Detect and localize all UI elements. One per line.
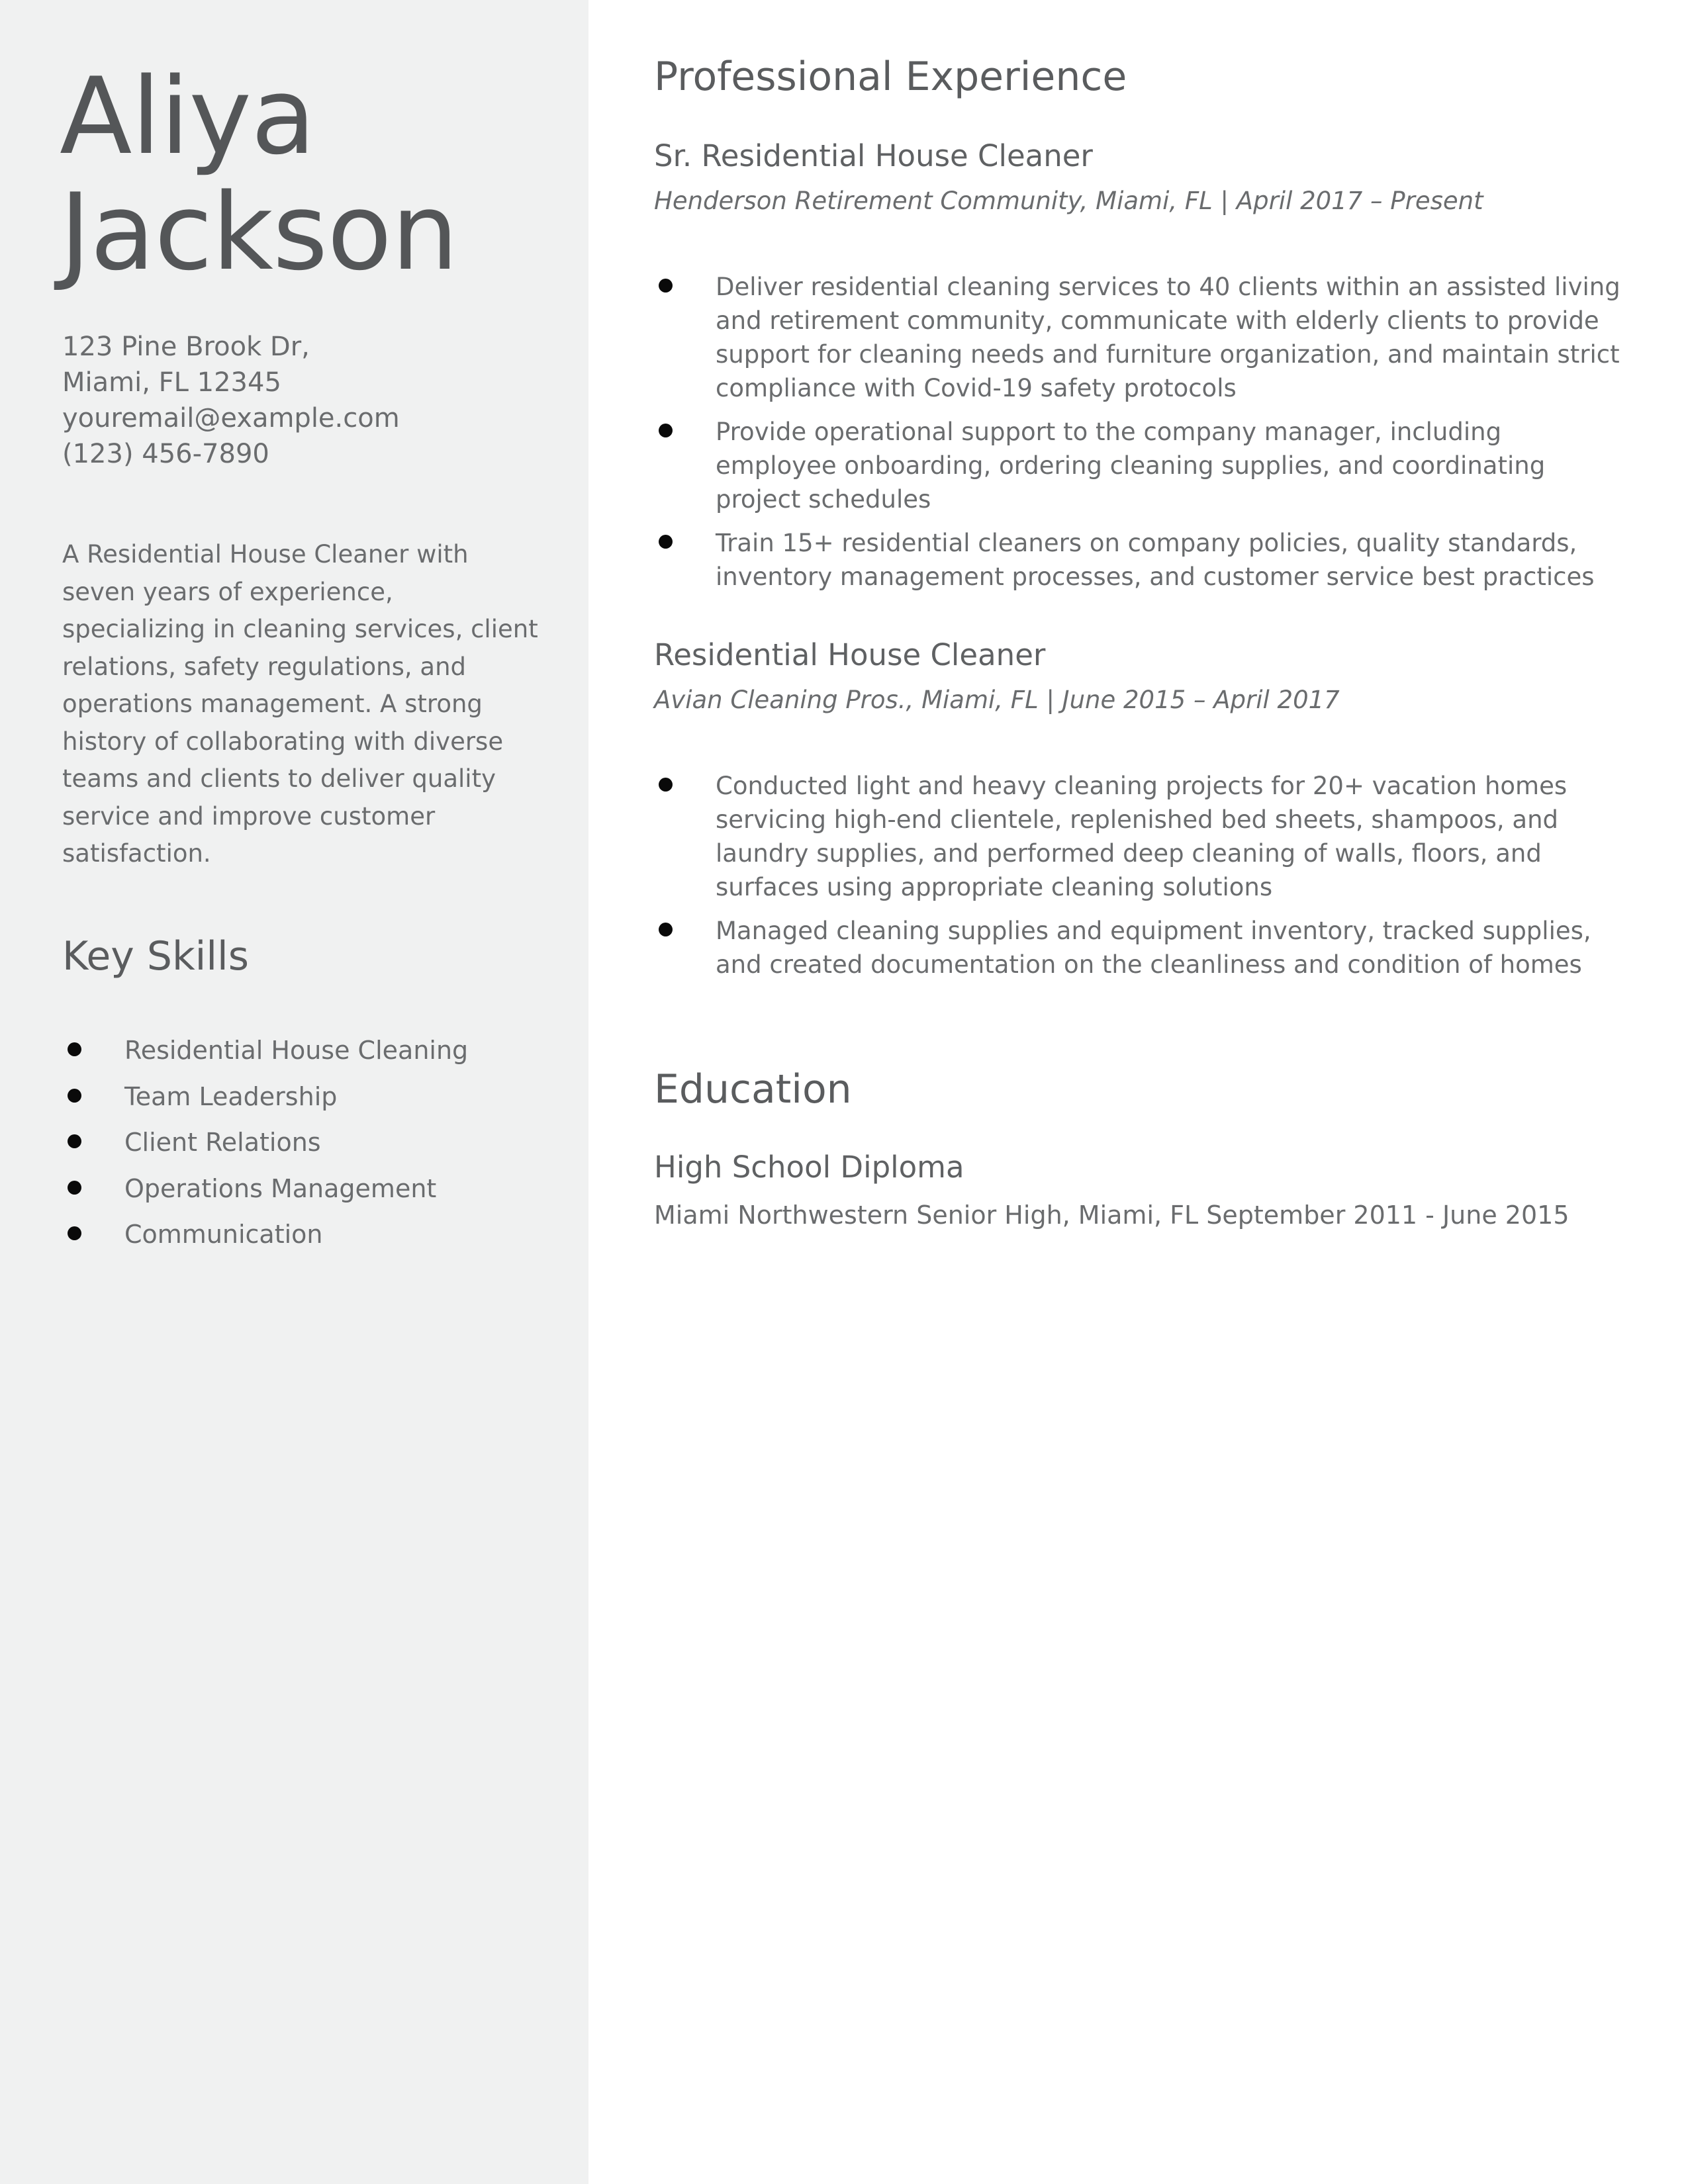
job-title: Sr. Residential House Cleaner [654,138,1093,173]
bullet-icon [68,1089,81,1103]
education-heading: Education [654,1066,852,1113]
skill-label: Team Leadership [124,1081,338,1111]
degree-title: High School Diploma [654,1150,964,1185]
contact-block [62,329,400,472]
skills-list [62,1028,468,1258]
bullet-icon [659,923,673,936]
duty-item [654,526,1627,594]
duty-text: Deliver residential cleaning services to 40 clients within an assisted living and retirement community, communicate with elderly clients to provide support for cleaning needs and furniture organization, and maintain strict compliance with Covid-19 safety protocols [716,273,1620,402]
job-title: Residential House Cleaner [654,637,1046,672]
duty-text: Provide operational support to the company manager, including employee onboarding, ordering cleaning supplies, and coordinating project schedules [716,418,1546,514]
skills-heading: Key Skills [62,933,249,979]
education-details: Miami Northwestern Senior High, Miami, FL September 2011 - June 2015 [654,1201,1570,1230]
bullet-icon [68,1181,81,1195]
bullet-icon [659,778,673,792]
duty-item [654,914,1627,981]
address-line-1: 123 Pine Brook Dr, [62,332,310,362]
duty-item [654,270,1627,405]
email: youremail@example.com [62,403,400,433]
skill-item [62,1028,468,1074]
job-meta: Avian Cleaning Pros., Miami, FL | June 2015 – April 2017 [654,686,1340,714]
bullet-icon [659,279,673,293]
address-line-2: Miami, FL 12345 [62,367,281,398]
duty-text: Managed cleaning supplies and equipment inventory, tracked supplies, and created documentation on the cleanliness and condition of homes [716,917,1591,979]
job-meta: Henderson Retirement Community, Miami, FL | April 2017 – Present [654,187,1483,215]
duty-text: Train 15+ residential cleaners on company policies, quality standards, inventory management processes, and customer service best practices [716,529,1595,591]
candidate-name [60,54,458,294]
experience-heading: Professional Experience [654,54,1127,100]
bullet-icon [68,1226,81,1240]
job-duties-list [654,769,1627,991]
duty-item [654,415,1627,516]
duty-text: Conducted light and heavy cleaning projects for 20+ vacation homes servicing high-end clientele, replenished bed sheets, shampoos, and laundry supplies, and performed deep cleaning of walls, floors, and surfaces using appropriate cleaning solutions [716,772,1568,901]
skill-label: Residential House Cleaning [124,1036,469,1065]
skill-label: Operations Management [124,1173,437,1203]
summary-paragraph: A Residential House Cleaner with seven years of experience, specializing in cleaning services, client relations, safety regulations, and operations management. A strong history of collaborating with diverse teams and clients to deliver quality service and improve customer satisfaction. [62,540,538,868]
last-name: Jackson [60,170,458,294]
bullet-icon [659,424,673,437]
bullet-icon [68,1134,81,1148]
skill-item [62,1166,468,1212]
skill-item [62,1074,468,1120]
bullet-icon [659,535,673,549]
duty-item [654,769,1627,904]
skill-label: Client Relations [124,1128,321,1157]
skill-label: Communication [124,1220,323,1249]
skill-item [62,1120,468,1166]
phone: (123) 456-7890 [62,439,269,469]
first-name: Aliya [60,54,316,178]
skill-item [62,1212,468,1258]
job-duties-list [654,270,1627,604]
bullet-icon [68,1042,81,1056]
